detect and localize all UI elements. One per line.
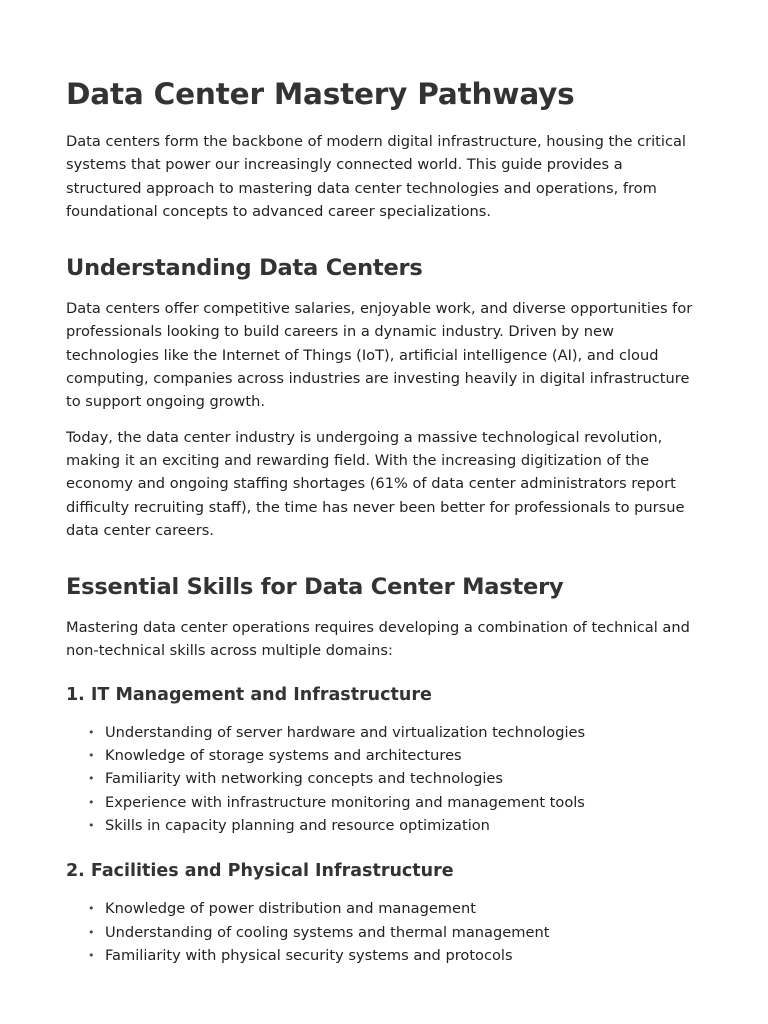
list-item-text: Skills in capacity planning and resource optimization — [105, 816, 490, 834]
bullet-icon: • — [88, 795, 95, 809]
list-item-text: Knowledge of power distribution and management — [105, 900, 476, 918]
it-management-list — [66, 721, 702, 837]
list-item — [88, 744, 702, 767]
list-item-text: Understanding of cooling systems and thermal management — [105, 923, 550, 941]
section-heading-skills: Essential Skills for Data Center Mastery — [66, 574, 564, 601]
understanding-paragraph-1: Data centers offer competitive salaries, enjoyable work, and diverse opportunities for professionals looking to build careers in a dynamic industry. Driven by new technologies like the Internet of Things (IoT), artificial intelligence (AI), and cloud computing, companies across industries are investing heavily in digital infrastructure to support ongoing growth. — [66, 300, 693, 411]
skills-intro-paragraph: Mastering data center operations requires developing a combination of technical and non-technical skills across multiple domains: — [66, 619, 690, 660]
list-item-text: Understanding of server hardware and virtualization technologies — [105, 723, 586, 741]
bullet-icon: • — [88, 749, 95, 763]
section-heading-understanding: Understanding Data Centers — [66, 255, 423, 282]
list-item — [88, 721, 702, 744]
bullet-icon: • — [88, 948, 95, 962]
list-item-text: Experience with infrastructure monitoring and management tools — [105, 793, 585, 811]
bullet-icon: • — [88, 925, 95, 939]
list-item-text: Knowledge of storage systems and architectures — [105, 747, 462, 765]
subsection-heading-facilities: 2. Facilities and Physical Infrastructure — [66, 861, 454, 882]
list-item-text: Familiarity with physical security systems and protocols — [105, 946, 513, 964]
list-item — [88, 897, 702, 920]
intro-paragraph: Data centers form the backbone of modern digital infrastructure, housing the critical systems that power our increasingly connected world. This guide provides a structured approach to mastering data center technologies and operations, from foundational concepts to advanced career specializations. — [66, 133, 686, 220]
facilities-list — [66, 897, 702, 967]
list-item — [88, 944, 702, 967]
list-item — [88, 921, 702, 944]
page-title: Data Center Mastery Pathways — [66, 77, 575, 111]
bullet-icon: • — [88, 818, 95, 832]
list-item — [88, 791, 702, 814]
list-item — [88, 814, 702, 837]
understanding-paragraph-2: Today, the data center industry is undergoing a massive technological revolution, making it an exciting and rewarding field. With the increasing digitization of the economy and ongoing staffing shortages (61% of data center administrators report difficulty recruiting staff), the time has never been better for professionals to pursue data center careers. — [66, 428, 685, 539]
subsection-heading-it-management: 1. IT Management and Infrastructure — [66, 684, 432, 705]
bullet-icon: • — [88, 725, 95, 739]
bullet-icon: • — [88, 772, 95, 786]
list-item-text: Familiarity with networking concepts and technologies — [105, 770, 504, 788]
list-item — [88, 767, 702, 790]
bullet-icon: • — [88, 902, 95, 916]
